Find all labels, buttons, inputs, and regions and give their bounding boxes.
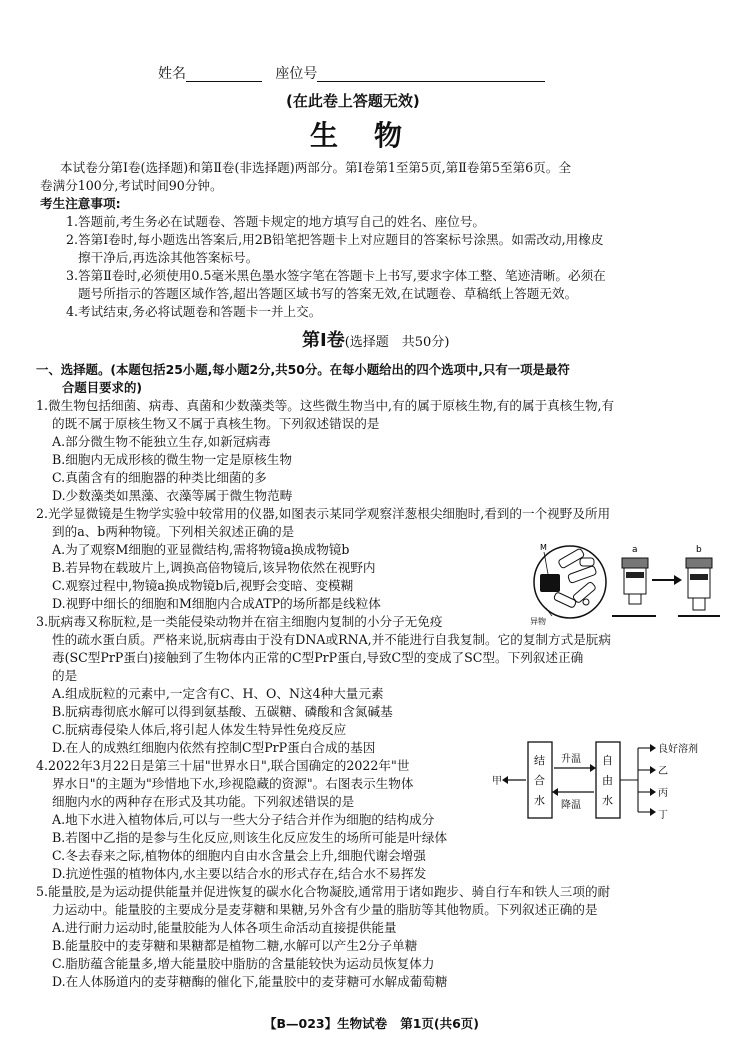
label-warming: 升温 — [561, 754, 581, 765]
question-stem: 的既不属于原核生物又不属于真核生物。下列叙述错误的是 — [52, 416, 380, 431]
option: D.视野中细长的细胞和M细胞内合成ATP的场所都是线粒体 — [52, 596, 381, 611]
cell-m — [540, 574, 560, 592]
arrow-icon — [650, 766, 656, 774]
option: A.地下水进入植物体后,可以与一些大分子结合并作为细胞的结构成分 — [52, 812, 435, 827]
option: C.冬去春来之际,植物体的细胞内自由水含量会上升,细胞代谢会增强 — [52, 848, 426, 863]
page-title: 生 物 — [310, 119, 407, 152]
intro-line-2: 卷满分100分,考试时间90分钟。 — [40, 178, 223, 193]
question-stem: 的是 — [52, 668, 78, 683]
question-stem: 界水日"的主题为"珍惜地下水,珍视隐藏的资源"。右图表示生物体 — [52, 776, 414, 791]
seat-label: 座位号 — [275, 66, 318, 82]
arrow-icon — [650, 808, 656, 816]
question-stem: 力运动中。能量胶的主要成分是麦芽糖和果糖,另外含有少量的脂肪等其他物质。下列叙述正确的是 — [52, 902, 598, 917]
arrow-icon — [650, 788, 656, 796]
question-stem: 2.光学显微镜是生物学实验中较常用的仪器,如图表示某同学观察洋葱根尖细胞时,看到的一个视野及所用 — [36, 506, 611, 521]
label-cooling: 降温 — [561, 800, 581, 811]
objective-b-icon — [678, 558, 720, 616]
option: C.朊病毒侵染人体后,将引起人体发生特异性免疫反应 — [52, 722, 347, 737]
option: B.能量胶中的麦芽糖和果糖都是植物二糖,水解可以产生2分子单糖 — [52, 938, 418, 953]
svg-text:结 合 水: 结 合 水 — [534, 754, 545, 807]
microscope-figure — [528, 540, 722, 626]
section-heading: 一、选择题。(本题包括25小题,每小题2分,共50分。在每小题给出的四个选项中,只有一项是最符 — [36, 362, 570, 377]
arrow-icon — [652, 575, 682, 585]
label-m: M — [540, 543, 547, 552]
option: B.若异物在载玻片上,调换高倍物镜后,该异物依然在视野内 — [52, 560, 376, 575]
option: A.部分微生物不能独立生存,如新冠病毒 — [52, 434, 271, 449]
label-objective-b: b — [696, 545, 702, 555]
page-footer — [264, 1014, 479, 1032]
option: D.少数藻类如黑藻、衣藻等属于微生物范畴 — [52, 488, 293, 503]
label-foreign: 异物 — [530, 617, 546, 626]
option: A.进行耐力运动时,能量胶能为人体各项生命活动直接提供能量 — [52, 920, 397, 935]
label-jia: 甲 — [492, 776, 502, 787]
option: B.细胞内无成形核的微生物一定是原核生物 — [52, 452, 292, 467]
objective-a-icon — [612, 558, 656, 616]
question-stem: 1.微生物包括细菌、病毒、真菌和少数藻类等。这些微生物当中,有的属于原核生物,有的属于真核生物,有 — [36, 398, 615, 413]
notice-title: 考生注意事项: — [40, 196, 121, 211]
part-heading — [302, 326, 449, 352]
option: A.为了观察M细胞的亚显微结构,需将物镜a换成物镜b — [52, 542, 350, 557]
svg-text:自 由 水: 自 由 水 — [602, 754, 613, 807]
label-objective-a: a — [632, 545, 638, 555]
option: B.朊病毒彻底水解可以得到氨基酸、五碳糖、磷酸和含氮碱基 — [52, 704, 393, 719]
page-number: 第1页(共6页) — [400, 1016, 480, 1031]
notice-line: 擦干净后,再选涂其他答案标号。 — [78, 250, 259, 265]
option: D.在人的成熟红细胞内依然有控制C型PrP蛋白合成的基因 — [52, 740, 376, 755]
part-title: 第Ⅰ卷 — [302, 330, 345, 351]
notice-line: 题号所指示的答题区域作答,超出答题区域书写的答案无效,在试题卷、草稿纸上答题无效。 — [78, 286, 578, 301]
option: D.在人体肠道内的麦芽糖酶的催化下,能量胶中的麦芽糖可水解成葡萄糖 — [52, 974, 448, 989]
question-stem: 4.2022年3月22日是第三十届"世界水日",联合国确定的2022年"世 — [36, 758, 410, 773]
question-stem: 5.能量胶,是为运动提供能量并促进恢复的碳水化合物凝胶,通常用于诸如跑步、骑自行车和铁人三项的耐 — [36, 884, 611, 899]
label-good-solvent: 良好溶剂 — [658, 744, 698, 755]
arrow-icon — [590, 764, 596, 772]
question-stem: 3.朊病毒又称朊粒,是一类能侵染动物并在宿主细胞内复制的小分子无免疫 — [36, 614, 443, 629]
arrow-icon — [502, 776, 508, 784]
question-stem: 毒(SC型PrP蛋白)接触到了生物体内正常的C型PrP蛋白,导致C型的变成了SC型。下列叙述正确 — [52, 650, 584, 665]
option: B.若图中乙指的是参与生化反应,则该生化反应发生的场所可能是叶绿体 — [52, 830, 448, 845]
option: C.真菌含有的细胞器的种类比细菌的多 — [52, 470, 267, 485]
label-yi: 乙 — [658, 766, 668, 777]
option: A.组成朊粒的元素中,一定含有C、H、O、N这4种大量元素 — [52, 686, 384, 701]
intro-line-1: 本试卷分第Ⅰ卷(选择题)和第Ⅱ卷(非选择题)两部分。第Ⅰ卷第1至第5页,第Ⅱ卷第5至第6页。全 — [60, 160, 571, 175]
notice-line: 4.考试结束,务必将试题卷和答题卡一并上交。 — [66, 304, 322, 319]
question-stem: 到的a、b两种物镜。下列相关叙述正确的是 — [52, 524, 295, 539]
part-subtitle: (选择题 共50分) — [344, 335, 450, 350]
arrow-icon — [650, 744, 656, 752]
water-forms-diagram — [492, 738, 718, 828]
notice-line: 3.答第Ⅱ卷时,必须使用0.5毫米黑色墨水签字笔在答题卡上书写,要求字体工整、笔迹清晰。必须在 — [66, 268, 606, 283]
notice-line: 1.答题前,考生务必在试题卷、答题卡规定的地方填写自己的姓名、座位号。 — [66, 214, 486, 229]
option: C.脂肪蕴含能量多,增大能量胶中脂肪的含量能较快为运动员恢复体力 — [52, 956, 435, 971]
name-field — [158, 66, 545, 82]
arrow-icon — [552, 788, 558, 796]
option: D.抗逆性强的植物体内,水主要以结合水的形式存在,结合水不易挥发 — [52, 866, 427, 881]
name-blank — [186, 66, 262, 82]
notice-line: 2.答第Ⅰ卷时,每小题选出答案后,用2B铅笔把答题卡上对应题目的答案标号涂黑。如需改动,用橡皮 — [66, 232, 604, 247]
exam-code: 【B—023】生物试卷 — [264, 1016, 388, 1031]
option: C.观察过程中,物镜a换成物镜b后,视野会变暗、变模糊 — [52, 578, 354, 593]
question-stem: 细胞内水的两种存在形式及其功能。下列叙述错误的是 — [52, 794, 355, 809]
label-bing: 丙 — [658, 788, 668, 799]
bound-water-char: 结 — [534, 754, 545, 767]
name-label: 姓名 — [158, 66, 186, 82]
question-stem: 性的疏水蛋白质。严格来说,朊病毒由于没有DNA或RNA,并不能进行自我复制。它的复制方式是朊病 — [52, 632, 611, 647]
section-heading-cont: 合题目要求的) — [62, 380, 143, 395]
seat-blank — [317, 66, 545, 82]
label-ding: 丁 — [658, 810, 668, 821]
warning-text: (在此卷上答题无效) — [286, 92, 420, 110]
